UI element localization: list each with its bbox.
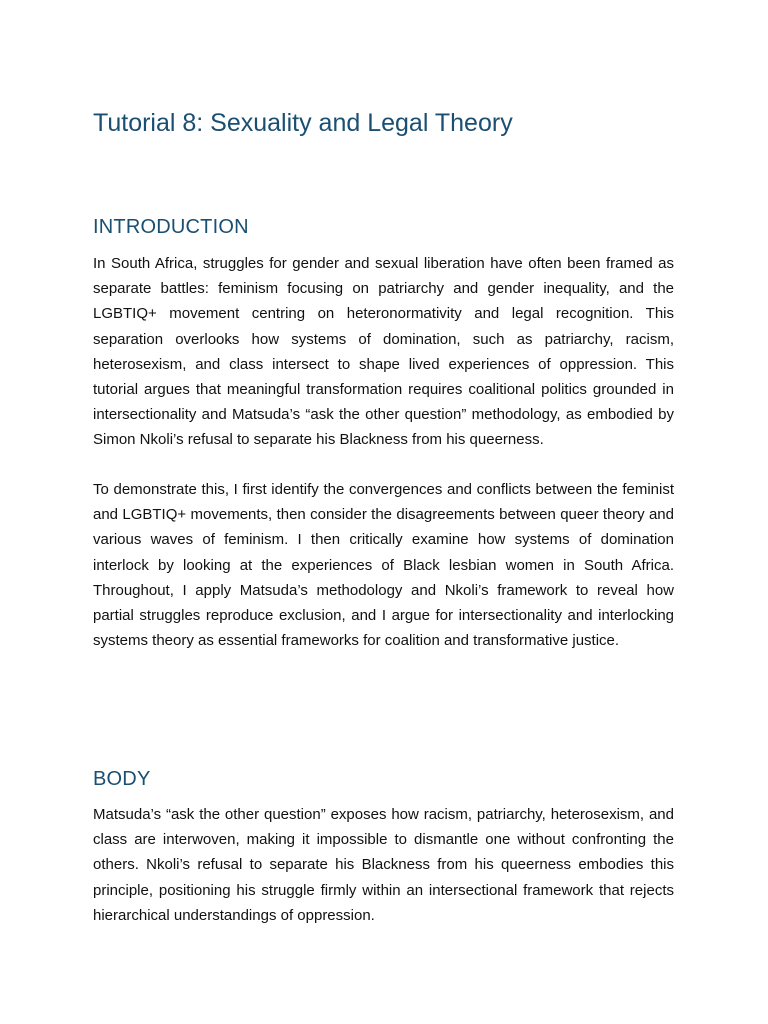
section-heading-introduction: INTRODUCTION xyxy=(93,216,249,238)
body-paragraph-1: Matsuda’s “ask the other question” exposes how racism, patriarchy, heterosexism, and class are interwoven, making it impossible to dismantle one without confronting the others. Nkoli’s refusal to separate his Blackness from his queerness embodies this principle, positioning his struggle firmly within an intersectional framework that rejects hierarchical understandings of oppression. xyxy=(93,806,674,924)
document-title: Tutorial 8: Sexuality and Legal Theory xyxy=(93,109,513,137)
introduction-paragraph-2: To demonstrate this, I first identify the convergences and conflicts between the feminist and LGBTIQ+ movements, then consider the disagreements between queer theory and various waves of feminism. I then critically examine how systems of domination interlock by looking at the experiences of Black lesbian women in South Africa. Throughout, I apply Matsuda’s methodology and Nkoli’s framework to reveal how partial struggles reproduce exclusion, and I argue for intersectionality and interlocking systems theory as essential frameworks for coalition and transformative justice. xyxy=(93,481,674,650)
introduction-paragraph-1: In South Africa, struggles for gender and sexual liberation have often been framed as separate battles: feminism focusing on patriarchy and gender inequality, and the LGBTIQ+ movement centring on heteronormativity and legal recognition. This separation overlooks how systems of domination, such as patriarchy, racism, heterosexism, and class intersect to shape lived experiences of oppression. This tutorial argues that meaningful transformation requires coalitional politics grounded in intersectionality and Matsuda’s “ask the other question” methodology, as embodied by Simon Nkoli’s refusal to separate his Blackness from his queerness. xyxy=(93,255,674,449)
section-heading-body: BODY xyxy=(93,768,151,790)
